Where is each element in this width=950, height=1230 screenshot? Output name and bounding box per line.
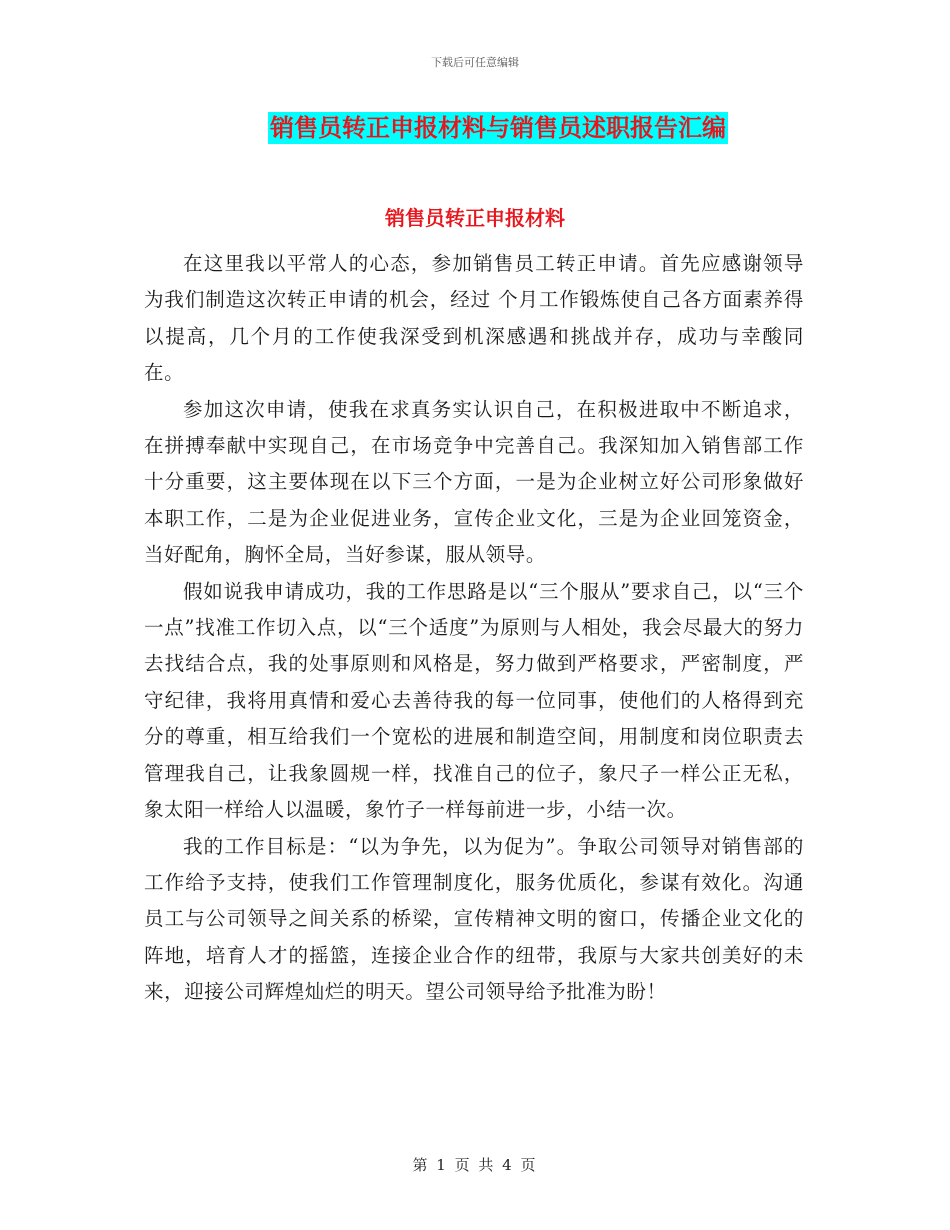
document-title: 销售员转正申报材料与销售员述职报告汇编 — [270, 114, 726, 142]
document-title-block — [0, 112, 950, 144]
paragraph: 假如说我申请成功，我的工作思路是以“三个服从”要求自己，以“三个一点”找准工作切入点，以“三个适度”为原则与人相处，我会尽最大的努力去找结合点，我的处事原则和风格是，努力做到严格要求，严密制度，严守纪律，我将用真情和爱心去善待我的每一位同事，使他们的人格得到充分的尊重，相互给我们一个宽松的进展和制造空间，用制度和岗位职责去管理我自己，让我象圆规一样，找准自己的位子，象尺子一样公正无私，象太阳一样给人以温暖，象竹子一样每前进一步，小结一次。 — [144, 579, 804, 822]
paragraph: 我的工作目标是：“以为争先，以为促为”。争取公司领导对销售部的工作给予支持，使我们工作管理制度化，服务优质化，参谋有效化。沟通员工与公司领导之间关系的桥梁，宣传精神文明的窗口，传播企业文化的阵地，培育人才的摇篮，连接企业合作的纽带，我原与大家共创美好的未来，迎接公司辉煌灿烂的明天。望公司领导给予批准为盼！ — [144, 834, 804, 1004]
paragraph: 参加这次申请，使我在求真务实认识自己，在积极进取中不断追求，在拼搏奉献中实现自己，在市场竞争中完善自己。我深知加入销售部工作十分重要，这主要体现在以下三个方面，一是为企业树立好公司形象做好本职工作，二是为企业促进业务，宣传企业文化，三是为企业回笼资金，当好配角，胸怀全局，当好参谋，服从领导。 — [144, 397, 804, 567]
section-title: 销售员转正申报材料 — [385, 206, 565, 230]
header-note: 下载后可任意编辑 — [431, 56, 519, 69]
page-number-footer: 第 1 页 共 4 页 — [412, 1156, 538, 1174]
paragraph: 在这里我以平常人的心态，参加销售员工转正申请。首先应感谢领导为我们制造这次转正申请的机会，经过 个月工作锻炼使自己各方面素养得以提高，几个月的工作使我深受到机深感遇和挑战并存，成功与幸酸同在。 — [144, 252, 804, 385]
document-body — [144, 246, 804, 1011]
